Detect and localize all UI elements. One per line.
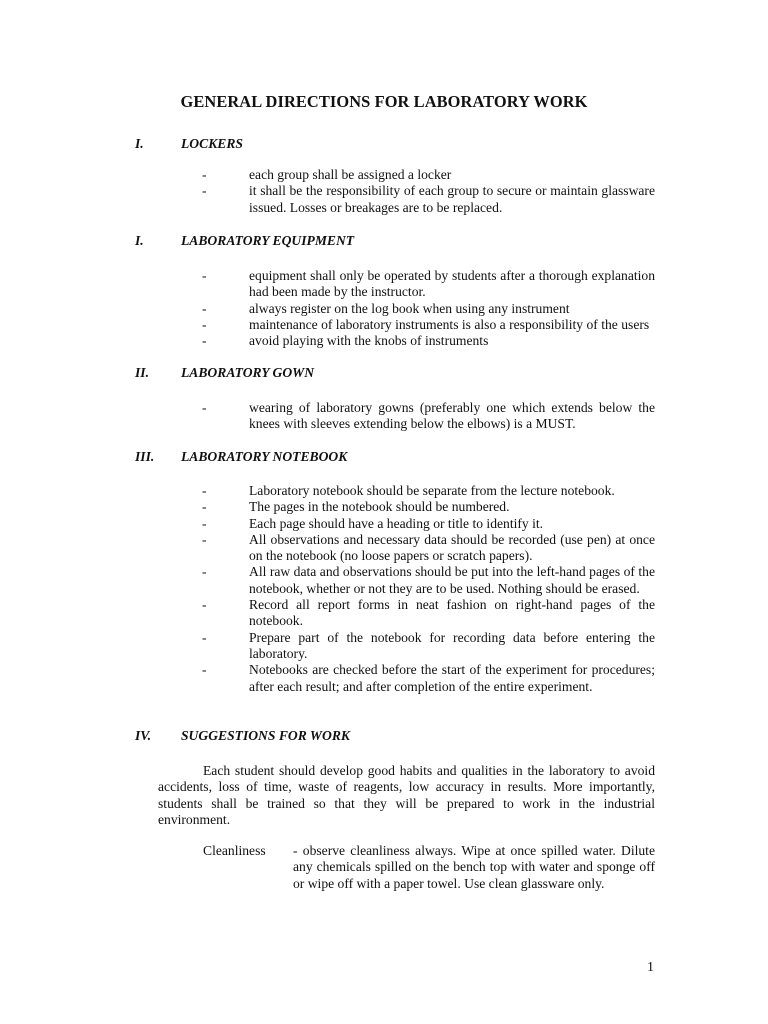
list-item-text: maintenance of laboratory instruments is also a responsibility of the users [249, 316, 650, 332]
list-item-text: All raw data and observations should be put into the left-hand pages of the notebook, whether or not they are to be used. Nothing should be erased. [249, 564, 655, 596]
bullet-dash: - [202, 400, 207, 415]
bullet-dash: - [202, 483, 207, 498]
section-heading-laboratory-gown [135, 365, 314, 381]
bullet-list-laboratory-notebook [200, 483, 655, 695]
list-item-text: it shall be the responsibility of each group to secure or maintain glassware issued. Losses or breakages are to be replaced. [249, 183, 655, 215]
bullet-dash: - [202, 564, 207, 580]
bullet-dash: - [202, 183, 207, 199]
list-item-text: Laboratory notebook should be separate from the lecture notebook. [249, 483, 615, 498]
bullet-dash: - [202, 531, 207, 547]
bullet-dash: - [202, 499, 207, 515]
bullet-dash: - [202, 597, 207, 613]
bullet-list-laboratory-gown [200, 400, 655, 433]
section-title: LABORATORY NOTEBOOK [181, 449, 348, 464]
list-item-text: each group shall be assigned a locker [249, 167, 452, 182]
list-item [200, 483, 655, 499]
section-number: I. [135, 136, 144, 151]
bullet-dash: - [202, 300, 207, 316]
section-title: LABORATORY GOWN [181, 365, 315, 380]
section-heading-laboratory-equipment [135, 233, 354, 249]
list-item [200, 630, 655, 663]
list-item [200, 301, 655, 317]
list-item [200, 268, 655, 301]
list-item [200, 597, 655, 630]
cleanliness-definition: - observe cleanliness always. Wipe at once spilled water. Dilute any chemicals spilled on the bench top with water and sponge off or wipe off with a paper towel. Use clean glassware only. [293, 843, 655, 891]
list-item-text: Notebooks are checked before the start of the experiment for procedures; after each result; and after completion of the entire experiment. [249, 662, 655, 694]
page-number: 1 [647, 960, 654, 975]
list-item [200, 564, 655, 597]
bullet-list-lockers [200, 167, 655, 216]
suggestions-paragraph: Each student should develop good habits and qualities in the laboratory to avoid accidents, loss of time, waste of reagents, low accuracy in results. More importantly, students shall be trained so that they will be prepared to work in the industrial environment. [158, 763, 655, 827]
list-item [200, 317, 655, 333]
section-title: LOCKERS [181, 136, 243, 151]
bullet-dash: - [202, 167, 207, 182]
section-number: I. [135, 233, 144, 248]
list-item [200, 532, 655, 565]
list-item-text: Each page should have a heading or title to identify it. [249, 515, 544, 531]
section-heading-laboratory-notebook [135, 449, 347, 465]
list-item-text: avoid playing with the knobs of instruments [249, 333, 489, 349]
list-item [200, 499, 655, 515]
section-number: III. [135, 449, 155, 464]
list-item-text: wearing of laboratory gowns (preferably one which extends below the knees with sleeves extending below the elbows) is a MUST. [249, 400, 655, 432]
bullet-dash: - [202, 268, 207, 283]
list-item-text: equipment shall only be operated by students after a thorough explanation had been made by the instructor. [249, 268, 655, 300]
list-item [200, 183, 655, 216]
bullet-dash: - [202, 662, 207, 678]
section-number: IV. [135, 728, 152, 743]
list-item [200, 662, 655, 695]
bullet-dash: - [202, 515, 207, 531]
bullet-dash: - [202, 333, 207, 349]
list-item-text: Prepare part of the notebook for recording data before entering the laboratory. [249, 629, 655, 661]
document-title: GENERAL DIRECTIONS FOR LABORATORY WORK [180, 92, 588, 111]
section-title: SUGGESTIONS FOR WORK [181, 728, 350, 743]
list-item-text: All observations and necessary data should be recorded (use pen) at once on the notebook (no loose papers or scratch papers). [249, 531, 655, 564]
list-item [200, 516, 655, 532]
cleanliness-term: Cleanliness [203, 843, 266, 858]
section-title: LABORATORY EQUIPMENT [181, 233, 355, 248]
list-item-text: always register on the log book when using any instrument [249, 300, 570, 316]
bullet-dash: - [202, 316, 207, 332]
list-item [200, 400, 655, 433]
list-item-text: The pages in the notebook should be numbered. [249, 499, 510, 515]
list-item [200, 167, 655, 183]
list-item [200, 333, 655, 349]
section-heading-lockers [135, 136, 243, 152]
section-heading-suggestions-for-work [135, 728, 350, 744]
bullet-list-laboratory-equipment [200, 268, 655, 349]
section-number: II. [135, 365, 149, 380]
bullet-dash: - [202, 629, 207, 645]
list-item-text: Record all report forms in neat fashion on right-hand pages of the notebook. [249, 597, 655, 629]
